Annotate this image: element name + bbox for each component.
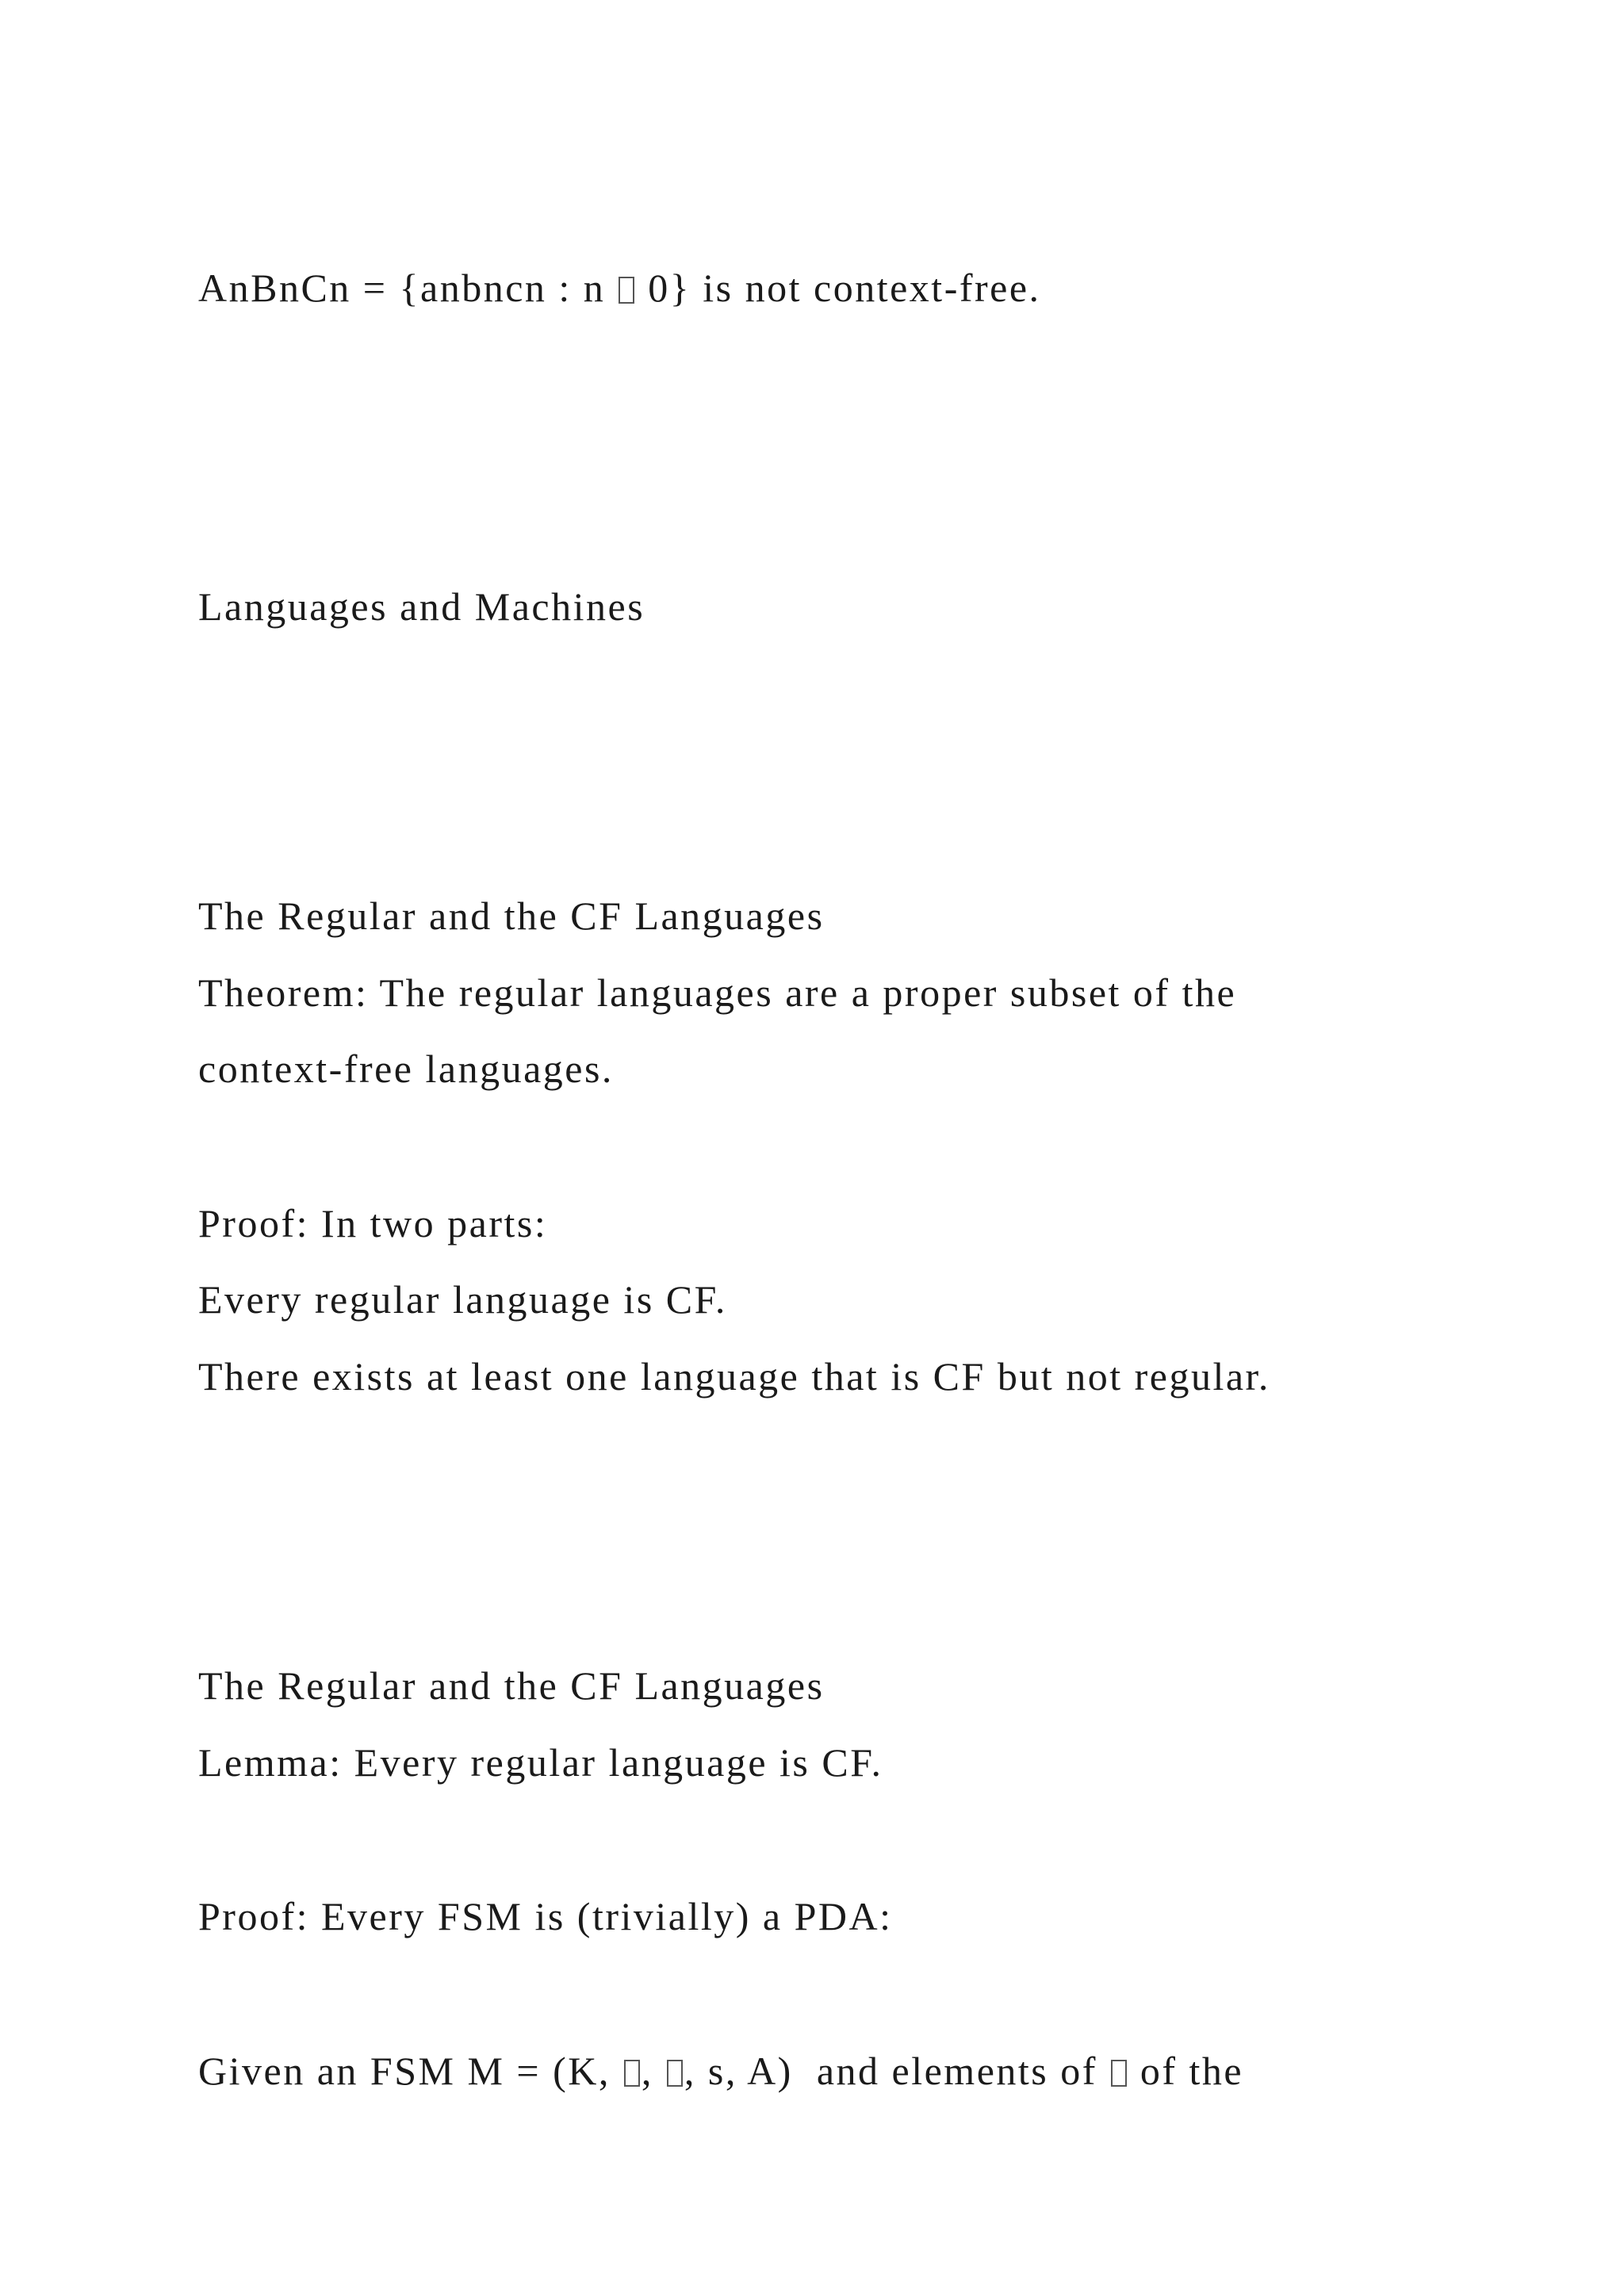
text-segment: , xyxy=(641,2049,665,2093)
text-segment: 0} is not context-free. xyxy=(636,266,1041,310)
theorem-line: Theorem: The regular languages are a proper subset of the xyxy=(198,970,1237,1015)
theorem-continuation: context-free languages. xyxy=(198,1047,614,1091)
section-heading-regular-and-cf: The Regular and the CF Languages xyxy=(198,894,825,938)
fsm-definition-line xyxy=(198,2051,1243,2091)
lemma-line: Lemma: Every regular language is CF. xyxy=(198,1740,883,1785)
anbncn-statement xyxy=(198,268,1041,308)
section-heading-regular-and-cf-2: The Regular and the CF Languages xyxy=(198,1663,825,1708)
text-segment: Given an FSM M = (K, xyxy=(198,2049,622,2093)
text-segment: , s, A) and elements of xyxy=(684,2049,1109,2093)
section-heading-languages-and-machines: Languages and Machines xyxy=(198,584,645,629)
text-segment: AnBnCn = {anbncn : n xyxy=(198,266,618,310)
missing-glyph-box xyxy=(619,277,634,304)
proof-part-one: Every regular language is CF. xyxy=(198,1277,727,1322)
proof-fsm-pda: Proof: Every FSM is (trivially) a PDA: xyxy=(198,1894,893,1938)
missing-glyph-box xyxy=(1111,2060,1127,2087)
proof-part-two: There exists at least one language that is CF but not regular. xyxy=(198,1354,1270,1399)
missing-glyph-box xyxy=(667,2060,683,2087)
text-segment: of the xyxy=(1128,2049,1244,2093)
missing-glyph-box xyxy=(624,2060,640,2087)
proof-intro: Proof: In two parts: xyxy=(198,1201,548,1246)
